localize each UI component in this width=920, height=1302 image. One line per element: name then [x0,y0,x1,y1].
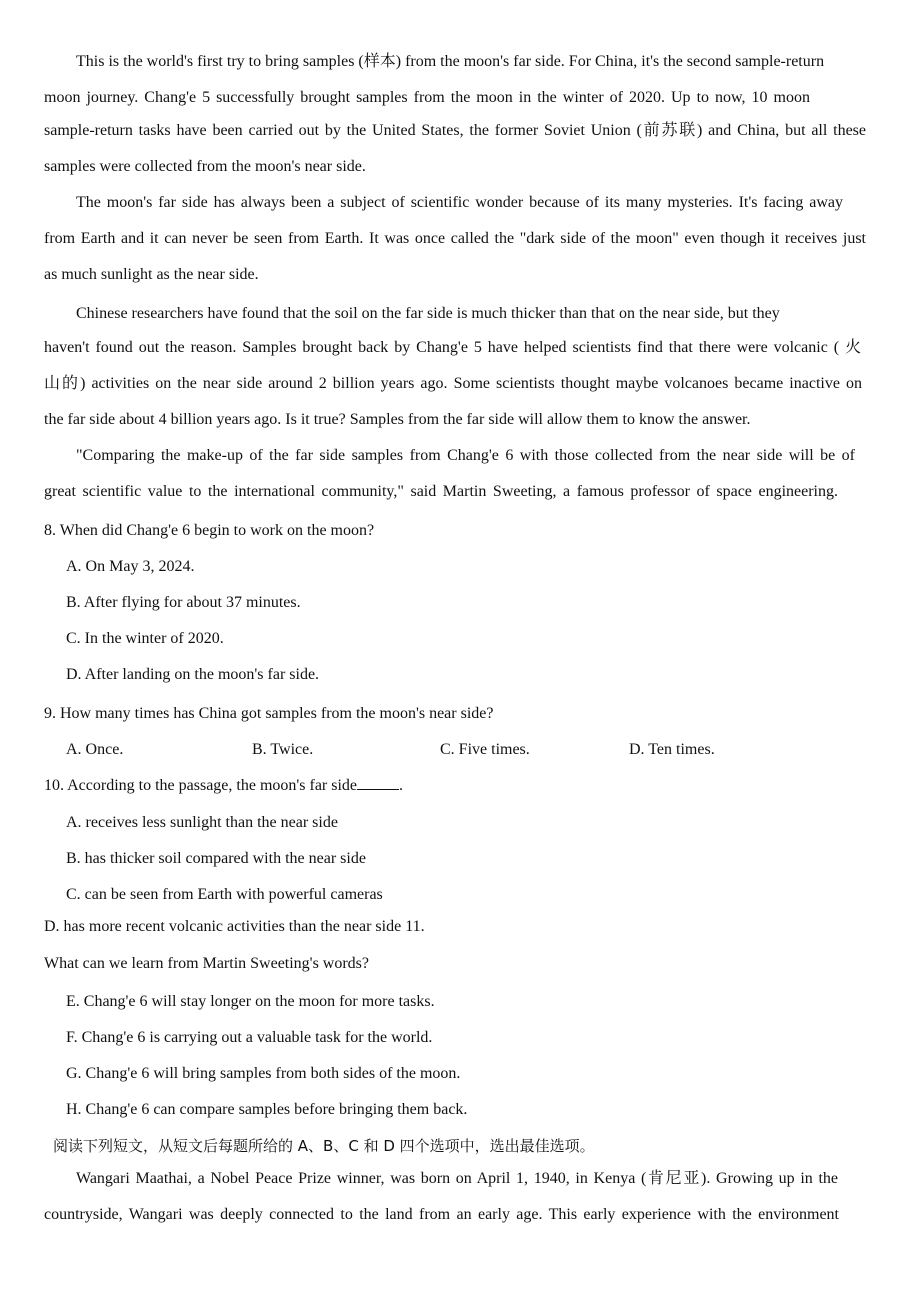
question-11-stem: What can we learn from Martin Sweeting's words? [44,955,369,972]
question-8-option-a[interactable]: A. On May 3, 2024. [66,558,195,575]
passage-line: countryside, Wangari was deeply connected to the land from an early age. This early experience with the environment [44,1206,839,1223]
passage-line: as much sunlight as the near side. [44,266,259,283]
passage-line: 山的) activities on the near side around 2 billion years ago. Some scientists thought maybe volcanoes became inactive on [44,375,862,392]
question-11-option-f[interactable]: F. Chang'e 6 is carrying out a valuable task for the world. [66,1029,433,1046]
question-9-stem: 9. How many times has China got samples from the moon's near side? [44,705,494,722]
question-8-stem: 8. When did Chang'e 6 begin to work on the moon? [44,522,375,539]
passage-line: This is the world's first try to bring samples (样本) from the moon's far side. For China, it's the second sample-return [76,53,825,70]
question-10-option-b[interactable]: B. has thicker soil compared with the near side [66,850,366,867]
question-8-option-c[interactable]: C. In the winter of 2020. [66,630,224,647]
question-9-option-c[interactable]: C. Five times. [440,741,530,758]
question-10-stem-text: 10. According to the passage, the moon's far side [44,777,358,794]
question-9-option-b[interactable]: B. Twice. [252,741,314,758]
passage-line: moon journey. Chang'e 5 successfully brought samples from the moon in the winter of 2020. Up to now, 10 moon [44,89,810,106]
question-8-option-d[interactable]: D. After landing on the moon's far side. [66,666,320,683]
question-10-option-a[interactable]: A. receives less sunlight than the near side [66,814,338,831]
passage-line: "Comparing the make-up of the far side samples from Chang'e 6 with those collected from the near side will be of [76,447,855,464]
passage-line: samples were collected from the moon's near side. [44,158,366,175]
question-10-option-d[interactable]: D. has more recent volcanic activities than the near side 11. [44,918,425,935]
passage-line: great scientific value to the international community," said Martin Sweeting, a famous professor of space engineering. [44,483,838,500]
question-8-option-b[interactable]: B. After flying for about 37 minutes. [66,594,301,611]
question-11-option-g[interactable]: G. Chang'e 6 will bring samples from both sides of the moon. [66,1065,461,1082]
question-10-stem-end: . [399,777,404,794]
passage-line: sample-return tasks have been carried out by the United States, the former Soviet Union (前苏联) and China, but all these [44,122,866,139]
question-11-option-e[interactable]: E. Chang'e 6 will stay longer on the moon for more tasks. [66,993,435,1010]
passage-line: haven't found out the reason. Samples brought back by Chang'e 5 have helped scientists find that there were volcanic ( 火 [44,339,861,356]
section-instruction: 阅读下列短文，从短文后每题所给的 A、B、C 和 D 四个选项中，选出最佳选项。 [53,1137,595,1155]
passage-line: The moon's far side has always been a subject of scientific wonder because of its many mysteries. It's facing away [76,194,843,211]
answer-blank [357,775,399,790]
question-9-options [0,739,920,761]
passage-line: Chinese researchers have found that the soil on the far side is much thicker than that on the near side, but they [76,305,780,322]
passage-line: Wangari Maathai, a Nobel Peace Prize winner, was born on April 1, 1940, in Kenya (肯尼亚). Growing up in the [76,1170,838,1187]
question-9-option-d[interactable]: D. Ten times. [629,741,715,758]
passage-line: the far side about 4 billion years ago. Is it true? Samples from the far side will allow them to know the answer. [44,411,751,428]
passage-line: from Earth and it can never be seen from Earth. It was once called the "dark side of the moon" even though it receives just [44,230,866,247]
question-10-stem [44,775,874,797]
question-11-option-h[interactable]: H. Chang'e 6 can compare samples before bringing them back. [66,1101,468,1118]
question-10-option-c[interactable]: C. can be seen from Earth with powerful cameras [66,886,383,903]
question-9-option-a[interactable]: A. Once. [66,741,124,758]
